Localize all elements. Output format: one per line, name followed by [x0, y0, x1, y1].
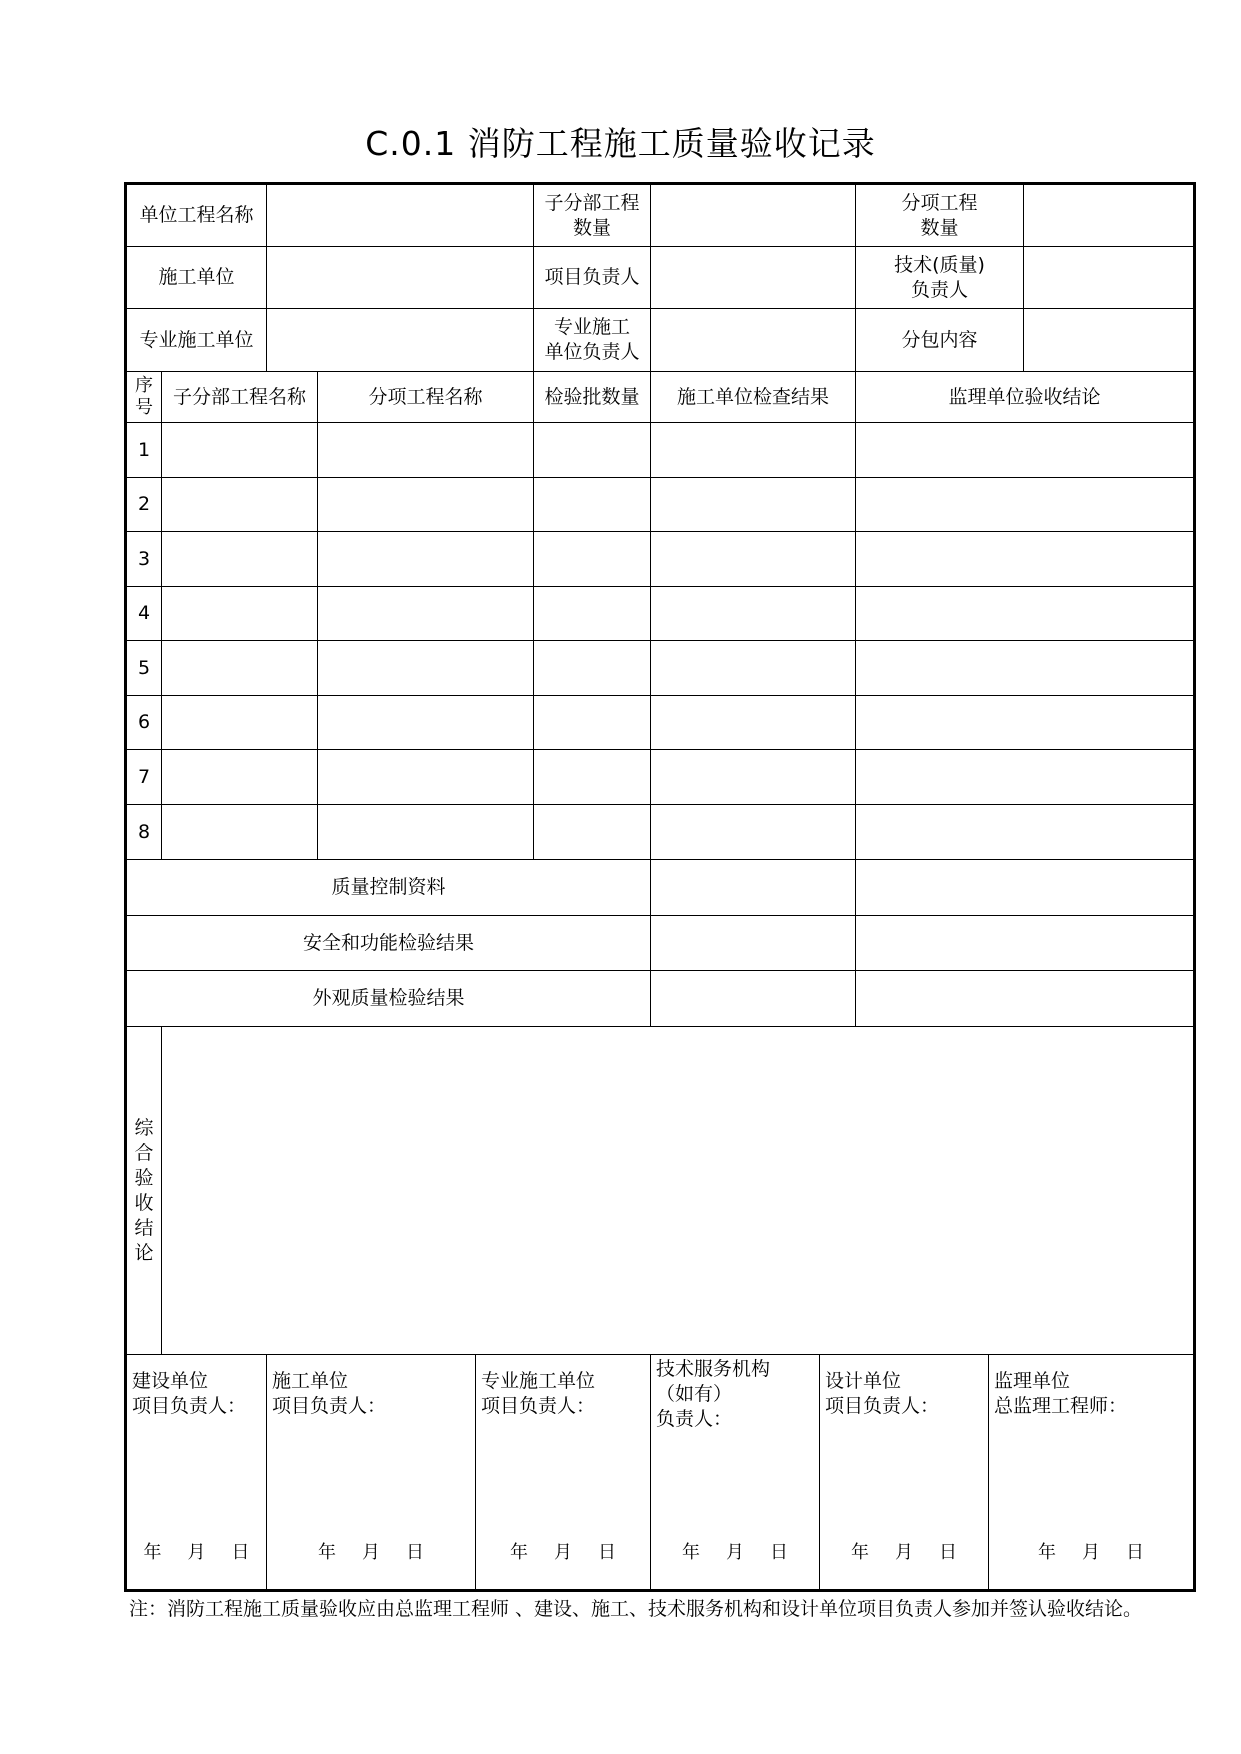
sub-item-name-cell[interactable]	[318, 587, 534, 641]
appearance-quality-result-label: 外观质量检验结果	[126, 971, 651, 1027]
signature-unit-label	[656, 1357, 770, 1432]
comprehensive-conclusion-label: 综 合 验 收 结 论	[126, 1027, 162, 1355]
signature-cell-special-construction[interactable]	[476, 1355, 651, 1591]
date-day: 日	[598, 1542, 617, 1563]
signature-cell-construction-unit[interactable]	[267, 1355, 476, 1591]
sub-division-name-cell[interactable]	[162, 641, 318, 696]
sub-item-name-cell[interactable]	[318, 696, 534, 750]
signature-row	[126, 1355, 1195, 1591]
supervision-conclusion-cell[interactable]	[856, 641, 1195, 696]
signature-cell-tech-service[interactable]	[651, 1355, 820, 1591]
special-construction-unit-field[interactable]	[267, 309, 534, 372]
signature-date	[820, 1540, 988, 1565]
table-row	[126, 478, 1195, 532]
signature-cell-construction-owner[interactable]	[126, 1355, 267, 1591]
row-number: 6	[126, 696, 162, 750]
table-row	[126, 696, 1195, 750]
quality-control-docs-check-cell[interactable]	[651, 860, 856, 916]
table-row	[126, 587, 1195, 641]
batch-count-cell[interactable]	[534, 696, 651, 750]
batch-count-header: 检验批数量	[534, 372, 651, 423]
safety-function-check-cell[interactable]	[651, 916, 856, 971]
date-day: 日	[1126, 1542, 1145, 1563]
date-month: 月	[187, 1542, 206, 1563]
table-row	[126, 805, 1195, 860]
table-row	[126, 641, 1195, 696]
construction-check-cell[interactable]	[651, 641, 856, 696]
subcontract-content-field[interactable]	[1024, 309, 1195, 372]
page-title: C.0.1 消防工程施工质量验收记录	[365, 124, 876, 163]
tech-quality-leader-label: 技术(质量) 负责人	[856, 247, 1024, 309]
sub-division-count-field[interactable]	[651, 184, 856, 247]
date-year: 年	[143, 1542, 162, 1563]
date-month: 月	[362, 1542, 381, 1563]
construction-check-cell[interactable]	[651, 423, 856, 478]
batch-count-cell[interactable]	[534, 423, 651, 478]
signature-date	[267, 1540, 475, 1565]
sub-division-name-header: 子分部工程名称	[162, 372, 318, 423]
batch-count-cell[interactable]	[534, 750, 651, 805]
row-number: 7	[126, 750, 162, 805]
date-day: 日	[939, 1542, 958, 1563]
appearance-quality-check-cell[interactable]	[651, 971, 856, 1027]
sub-item-name-cell[interactable]	[318, 750, 534, 805]
signature-unit-label	[994, 1369, 1127, 1419]
signature-role: 总监理工程师：	[994, 1395, 1128, 1417]
batch-count-cell[interactable]	[534, 532, 651, 587]
signature-unit-label	[481, 1369, 595, 1419]
sub-item-count-field[interactable]	[1024, 184, 1195, 247]
table-row	[126, 750, 1195, 805]
signature-date	[651, 1540, 819, 1565]
unit-project-name-field[interactable]	[267, 184, 534, 247]
summary-row	[126, 971, 1195, 1027]
seq-header: 序 号	[126, 372, 162, 423]
acceptance-record-table	[124, 182, 1196, 1592]
row-number: 3	[126, 532, 162, 587]
row-number: 5	[126, 641, 162, 696]
summary-row	[126, 860, 1195, 916]
date-month: 月	[726, 1542, 745, 1563]
sub-division-name-cell[interactable]	[162, 696, 318, 750]
safety-function-conclusion-cell[interactable]	[856, 916, 1195, 971]
supervision-conclusion-cell[interactable]	[856, 696, 1195, 750]
sub-division-name-cell[interactable]	[162, 532, 318, 587]
signature-unit: 监理单位	[994, 1370, 1071, 1392]
sub-item-name-cell[interactable]	[318, 423, 534, 478]
batch-count-cell[interactable]	[534, 478, 651, 532]
supervision-conclusion-cell[interactable]	[856, 478, 1195, 532]
safety-function-result-label: 安全和功能检验结果	[126, 916, 651, 971]
signature-role: 负责人：	[656, 1408, 733, 1430]
signature-role: 项目负责人：	[481, 1395, 596, 1417]
date-year: 年	[318, 1542, 337, 1563]
construction-check-cell[interactable]	[651, 750, 856, 805]
sub-item-name-cell[interactable]	[318, 641, 534, 696]
sub-item-name-header: 分项工程名称	[318, 372, 534, 423]
special-construction-unit-label: 专业施工单位	[126, 309, 267, 372]
signature-cell-supervision-unit[interactable]	[989, 1355, 1195, 1591]
batch-count-cell[interactable]	[534, 641, 651, 696]
signature-role: 项目负责人：	[825, 1395, 940, 1417]
table-row	[126, 423, 1195, 478]
date-year: 年	[682, 1542, 701, 1563]
sub-division-name-cell[interactable]	[162, 423, 318, 478]
project-leader-field[interactable]	[651, 247, 856, 309]
quality-control-docs-conclusion-cell[interactable]	[856, 860, 1195, 916]
row-number: 4	[126, 587, 162, 641]
row-number: 8	[126, 805, 162, 860]
row-number: 1	[126, 423, 162, 478]
supervision-conclusion-cell[interactable]	[856, 587, 1195, 641]
construction-check-header: 施工单位检查结果	[651, 372, 856, 423]
signature-date	[476, 1540, 650, 1565]
signature-role: 项目负责人：	[272, 1395, 387, 1417]
construction-check-cell[interactable]	[651, 587, 856, 641]
construction-check-cell[interactable]	[651, 805, 856, 860]
signature-unit: 建设单位	[132, 1370, 209, 1392]
table-row	[126, 532, 1195, 587]
unit-project-name-label: 单位工程名称	[126, 184, 267, 247]
construction-unit-label: 施工单位	[126, 247, 267, 309]
summary-row	[126, 916, 1195, 971]
supervision-conclusion-cell[interactable]	[856, 805, 1195, 860]
sub-division-name-cell[interactable]	[162, 750, 318, 805]
date-year: 年	[510, 1542, 529, 1563]
signature-unit: 施工单位	[272, 1370, 349, 1392]
tech-quality-leader-field[interactable]	[1024, 247, 1195, 309]
sub-division-name-cell[interactable]	[162, 587, 318, 641]
signature-unit: 技术服务机构 （如有）	[656, 1358, 771, 1405]
date-day: 日	[406, 1542, 425, 1563]
date-day: 日	[231, 1542, 250, 1563]
date-year: 年	[851, 1542, 870, 1563]
supervision-conclusion-cell[interactable]	[856, 532, 1195, 587]
date-year: 年	[1038, 1542, 1057, 1563]
batch-count-cell[interactable]	[534, 587, 651, 641]
batch-count-cell[interactable]	[534, 805, 651, 860]
signature-cell-design-unit[interactable]	[820, 1355, 989, 1591]
signature-date	[989, 1540, 1193, 1565]
sub-item-name-cell[interactable]	[318, 532, 534, 587]
special-unit-leader-label: 专业施工 单位负责人	[534, 309, 651, 372]
date-day: 日	[770, 1542, 789, 1563]
signature-date	[127, 1540, 266, 1565]
date-month: 月	[1082, 1542, 1101, 1563]
sub-division-name-cell[interactable]	[162, 478, 318, 532]
row-number: 2	[126, 478, 162, 532]
date-month: 月	[895, 1542, 914, 1563]
signature-unit: 设计单位	[825, 1370, 902, 1392]
subcontract-content-label: 分包内容	[856, 309, 1024, 372]
appearance-quality-conclusion-cell[interactable]	[856, 971, 1195, 1027]
special-unit-leader-field[interactable]	[651, 309, 856, 372]
sub-division-count-label: 子分部工程 数量	[534, 184, 651, 247]
sub-item-name-cell[interactable]	[318, 805, 534, 860]
supervision-conclusion-header: 监理单位验收结论	[856, 372, 1195, 423]
signature-unit: 专业施工单位	[481, 1370, 596, 1392]
sub-division-name-cell[interactable]	[162, 805, 318, 860]
signature-unit-label	[825, 1369, 939, 1419]
construction-check-cell[interactable]	[651, 478, 856, 532]
signature-unit-label	[132, 1369, 246, 1419]
project-leader-label: 项目负责人	[534, 247, 651, 309]
construction-unit-field[interactable]	[267, 247, 534, 309]
quality-control-docs-label: 质量控制资料	[126, 860, 651, 916]
comprehensive-conclusion-field[interactable]	[162, 1027, 1195, 1355]
supervision-conclusion-cell[interactable]	[856, 750, 1195, 805]
supervision-conclusion-cell[interactable]	[856, 423, 1195, 478]
signature-role: 项目负责人：	[132, 1395, 247, 1417]
construction-check-cell[interactable]	[651, 696, 856, 750]
footnote: 注：消防工程施工质量验收应由总监理工程师 、建设、施工、技术服务机构和设计单位项目负责人参加并签认验收结论。	[129, 1598, 1143, 1620]
date-month: 月	[554, 1542, 573, 1563]
sub-item-name-cell[interactable]	[318, 478, 534, 532]
sub-item-count-label: 分项工程 数量	[856, 184, 1024, 247]
signature-unit-label	[272, 1369, 386, 1419]
construction-check-cell[interactable]	[651, 532, 856, 587]
